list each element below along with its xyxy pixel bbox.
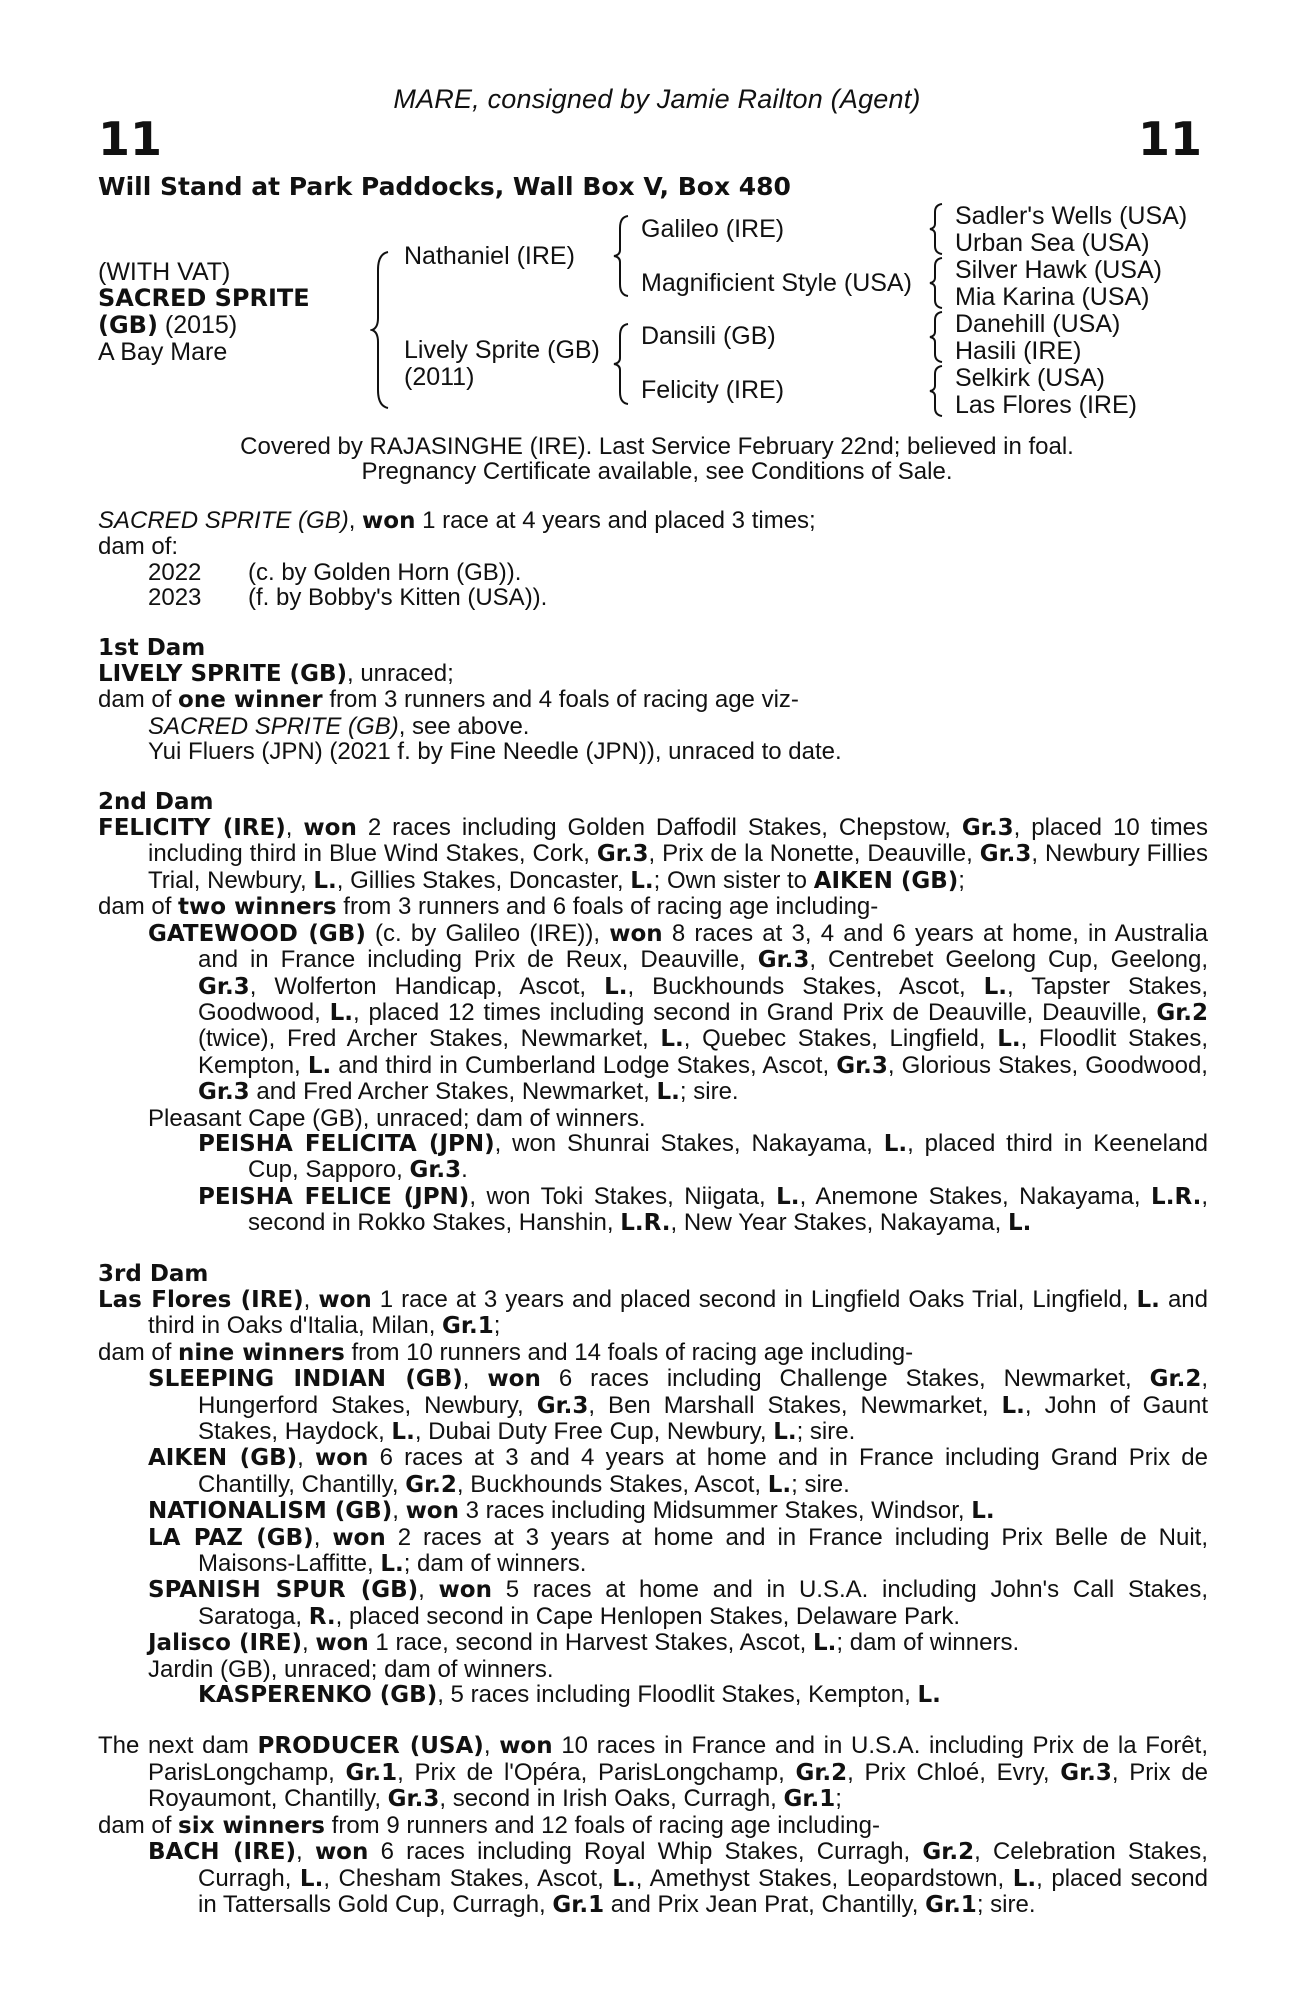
- pedigree-brace-sire: [612, 214, 632, 298]
- aiken-entry: AIKEN (GB), won 6 races at 3 and 4 years at home and in France including Grand Prix de Chantilly, Chantilly, Gr.2, Buckhounds Stakes, Ascot, L.; sire.: [148, 1444, 1208, 1498]
- third-dam-of: dam of nine winners from 10 runners and 14 foals of racing age including-: [98, 1338, 914, 1366]
- summary-name: SACRED SPRITE (GB): [98, 507, 349, 534]
- horse-year: (2015): [157, 311, 238, 339]
- horse-suffix-year: [98, 312, 237, 339]
- peisha-felice-entry: PEISHA FELICE (JPN), won Toki Stakes, Niigata, L., Anemone Stakes, Nakayama, L.R., second in Rokko Stakes, Hanshin, L.R., New Year Stakes, Nakayama, L.: [198, 1182, 1208, 1237]
- pedigree-brace-g2: [928, 256, 946, 310]
- produce-year: 2023: [148, 584, 202, 612]
- pedigree-g8: Las Flores (IRE): [955, 391, 1137, 419]
- first-dam-line: LIVELY SPRITE (GB), unraced;: [98, 660, 454, 688]
- la-paz-entry: LA PAZ (GB), won 2 races at 3 years at home and in France including Prix Belle de Nuit, Maisons-Laffitte, L.; dam of winners.: [148, 1523, 1208, 1578]
- pedigree-brace-main: [370, 250, 394, 410]
- pedigree-dam-dam: Felicity (IRE): [641, 376, 785, 404]
- producer-entry: The next dam PRODUCER (USA), won 10 races in France and in U.S.A. including Prix de la Forêt, ParisLongchamp, Gr.1, Prix de l'Opéra, ParisLongchamp, Gr.2, Prix Chloé, Evry, Gr.3, Prix de Royaumont, Chantilly, Gr.3, second in Irish Oaks, Curragh, Gr.1;: [98, 1732, 1209, 1813]
- lot-number-right: 11: [1137, 112, 1202, 166]
- produce-row: [98, 560, 1208, 585]
- pedigree-g6: Hasili (IRE): [955, 337, 1082, 365]
- horse-name: SACRED SPRITE: [98, 284, 310, 312]
- pedigree-brace-g1: [928, 202, 946, 256]
- first-dam-of: dam of one winner from 3 runners and 4 foals of racing age viz-: [98, 686, 799, 714]
- las-flores-entry: Las Flores (IRE), won 1 race at 3 years and placed second in Lingfield Oaks Trial, Lingfield, L. and third in Oaks d'Italia, Milan, Gr.1;: [98, 1285, 1208, 1340]
- pedigree-brace-g4: [928, 364, 946, 418]
- consignor-line: MARE, consigned by Jamie Railton (Agent): [393, 84, 921, 114]
- second-dam-of: dam of two winners from 3 runners and 6 foals of racing age including-: [98, 893, 879, 921]
- peisha-felicita-entry: PEISHA FELICITA (JPN), won Shunrai Stakes, Nakayama, L., placed third in Keeneland Cup, Sapporo, Gr.3.: [198, 1129, 1209, 1184]
- pedigree-g2: Urban Sea (USA): [955, 229, 1150, 257]
- pedigree-dam-sire: Dansili (GB): [641, 322, 776, 350]
- lot-number-left: 11: [98, 112, 163, 166]
- summary-line: SACRED SPRITE (GB), won 1 race at 4 years and placed 3 times;: [98, 507, 816, 534]
- pedigree-notes: [98, 508, 1208, 1918]
- next-dam-of: dam of six winners from 9 runners and 12 foals of racing age including-: [98, 1811, 880, 1839]
- pedigree-sire-dam: Magnificient Style (USA): [641, 269, 912, 297]
- spanish-spur-entry: SPANISH SPUR (GB), won 5 races at home and in U.S.A. including John's Call Stakes, Saratoga, R., placed second in Cape Henlopen Stakes, Delaware Park.: [148, 1576, 1208, 1630]
- nationalism-entry: NATIONALISM (GB), won 3 races including Midsummer Stakes, Windsor, L.: [148, 1497, 995, 1525]
- pedigree-sire: Nathaniel (IRE): [404, 242, 575, 270]
- pedigree-g5: Danehill (USA): [955, 310, 1121, 338]
- summary-won: won: [362, 508, 416, 534]
- pedigree-g1: Sadler's Wells (USA): [955, 202, 1188, 230]
- first-dam-produce-2: Yui Fluers (JPN) (2021 f. by Fine Needle (JPN)), unraced to date.: [148, 738, 842, 766]
- first-dam-heading: 1st Dam: [98, 634, 206, 661]
- horse-description: A Bay Mare: [98, 338, 228, 366]
- kasperenko-entry: KASPERENKO (GB), 5 races including Floodlit Stakes, Kempton, L.: [198, 1681, 941, 1709]
- second-dam-heading: 2nd Dam: [98, 788, 214, 815]
- produce-row: [98, 585, 1208, 610]
- summary-dam-of: dam of:: [98, 533, 179, 561]
- pedigree-brace-g3: [928, 310, 946, 364]
- gatewood-entry: GATEWOOD (GB) (c. by Galileo (IRE)), won 8 races at 3, 4 and 6 years at home, in Australia and in France including Prix de Reux, Deauville, Gr.3, Centrebet Geelong Cup, Geelong, Gr.3, Wolferton Handicap, Ascot, L., Buckhounds Stakes, Ascot, L., Tapster Stakes, Goodwood, L., placed 12 times including second in Grand Prix de Deauville, Deauville, Gr.2 (twice), Fred Archer Stakes, Newmarket, L., Quebec Stakes, Lingfield, L., Floodlit Stakes, Kempton, L. and third in Cumberland Lodge Stakes, Ascot, Gr.3, Glorious Stakes, Goodwood, Gr.3 and Fred Archer Stakes, Newmarket, L.; sire.: [148, 919, 1209, 1106]
- pedigree-g4: Mia Karina (USA): [955, 283, 1150, 311]
- pregnancy-line: Pregnancy Certificate available, see Conditions of Sale.: [361, 458, 953, 485]
- pedigree-dam-year: (2011): [404, 363, 475, 391]
- felicity-entry: FELICITY (IRE), won 2 races including Golden Daffodil Stakes, Chepstow, Gr.3, placed 10 times including third in Blue Wind Stakes, Cork, Gr.3, Prix de la Nonette, Deauville, Gr.3, Newbury Fillies Trial, Newbury, L., Gillies Stakes, Doncaster, L.; Own sister to AIKEN (GB);: [98, 814, 1209, 894]
- produce-year: 2022: [148, 558, 202, 586]
- pedigree-brace-dam: [612, 322, 632, 406]
- pedigree-sire-sire: Galileo (IRE): [641, 215, 785, 243]
- third-dam-heading: 3rd Dam: [98, 1260, 209, 1287]
- jardin-entry: Jardin (GB), unraced; dam of winners.: [148, 1655, 554, 1683]
- pedigree-g7: Selkirk (USA): [955, 364, 1106, 392]
- sleeping-indian-entry: SLEEPING INDIAN (GB), won 6 races including Challenge Stakes, Newmarket, Gr.2, Hungerford Stakes, Newbury, Gr.3, Ben Marshall Stakes, Newmarket, L., John of Gaunt Stakes, Haydock, L., Dubai Duty Free Cup, Newbury, L.; sire.: [148, 1365, 1209, 1445]
- summary-rest: 1 race at 4 years and placed 3 times;: [415, 507, 816, 534]
- stand-location: Will Stand at Park Paddocks, Wall Box V, Box 480: [98, 172, 791, 201]
- vat-note: (WITH VAT): [98, 258, 231, 286]
- pedigree-dam: Lively Sprite (GB): [404, 336, 600, 364]
- covered-line: Covered by RAJASINGHE (IRE). Last Service February 22nd; believed in foal.: [240, 433, 1074, 460]
- bach-entry: BACH (IRE), won 6 races including Royal Whip Stakes, Curragh, Gr.2, Celebration Stakes, Curragh, L., Chesham Stakes, Ascot, L., Amethyst Stakes, Leopardstown, L., placed second in Tattersalls Gold Cup, Curragh, Gr.1 and Prix Jean Prat, Chantilly, Gr.1; sire.: [148, 1838, 1209, 1918]
- horse-suffix: (GB): [98, 311, 158, 339]
- pedigree-g3: Silver Hawk (USA): [955, 256, 1162, 284]
- jalisco-entry: Jalisco (IRE), won 1 race, second in Harvest Stakes, Ascot, L.; dam of winners.: [148, 1629, 1020, 1657]
- pleasant-cape-entry: Pleasant Cape (GB), unraced; dam of winners.: [148, 1104, 646, 1132]
- first-dam-produce-1: SACRED SPRITE (GB), see above.: [148, 712, 530, 740]
- produce-text: (c. by Golden Horn (GB)).: [248, 558, 522, 586]
- produce-text: (f. by Bobby's Kitten (USA)).: [248, 584, 548, 612]
